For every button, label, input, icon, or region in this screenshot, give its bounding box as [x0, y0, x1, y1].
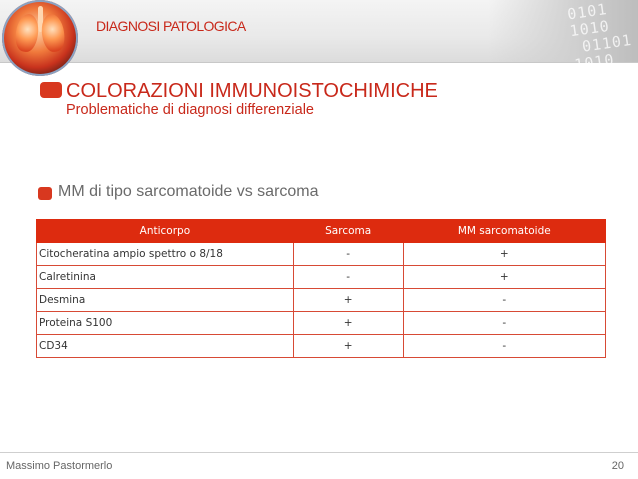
cell-anticorpo: Proteina S100 — [37, 312, 294, 335]
table-header-row — [37, 220, 606, 243]
table-row — [37, 266, 606, 289]
cell-mm: - — [403, 312, 605, 335]
cell-sarcoma: + — [293, 312, 403, 335]
header-mm-sarcomatoide: MM sarcomatoide — [403, 220, 605, 243]
cell-sarcoma: + — [293, 335, 403, 358]
table-row — [37, 243, 606, 266]
header-sarcoma: Sarcoma — [293, 220, 403, 243]
cell-anticorpo: CD34 — [37, 335, 294, 358]
section-label: DIAGNOSI PATOLOGICA — [96, 18, 246, 34]
cell-sarcoma: - — [293, 266, 403, 289]
cell-anticorpo: Calretinina — [37, 266, 294, 289]
header-anticorpo: Anticorpo — [37, 220, 294, 243]
slide-title: COLORAZIONI IMMUNOISTOCHIMICHE — [66, 80, 438, 102]
cell-anticorpo: Desmina — [37, 289, 294, 312]
cell-sarcoma: + — [293, 289, 403, 312]
cell-anticorpo: Citocheratina ampio spettro o 8/18 — [37, 243, 294, 266]
page-number: 20 — [611, 460, 624, 472]
cell-mm: - — [403, 335, 605, 358]
header-decoration — [488, 0, 638, 91]
title-marker-icon — [40, 82, 62, 98]
bullet-text: MM di tipo sarcomatoide vs sarcoma — [58, 183, 319, 200]
cell-mm: - — [403, 289, 605, 312]
slide-subtitle: Problematiche di diagnosi differenziale — [66, 102, 314, 118]
table-row — [37, 312, 606, 335]
bullet-marker-icon — [38, 187, 52, 200]
lungs-logo-icon — [2, 0, 78, 76]
footer-author: Massimo Pastormerlo — [6, 460, 113, 472]
footer-divider — [0, 452, 638, 453]
table-row — [37, 289, 606, 312]
binary-watermark: 0101 1010 01101 1010 01 — [566, 0, 633, 91]
antibody-table — [36, 219, 606, 358]
cell-mm: + — [403, 243, 605, 266]
cell-mm: + — [403, 266, 605, 289]
cell-sarcoma: - — [293, 243, 403, 266]
table-row — [37, 335, 606, 358]
